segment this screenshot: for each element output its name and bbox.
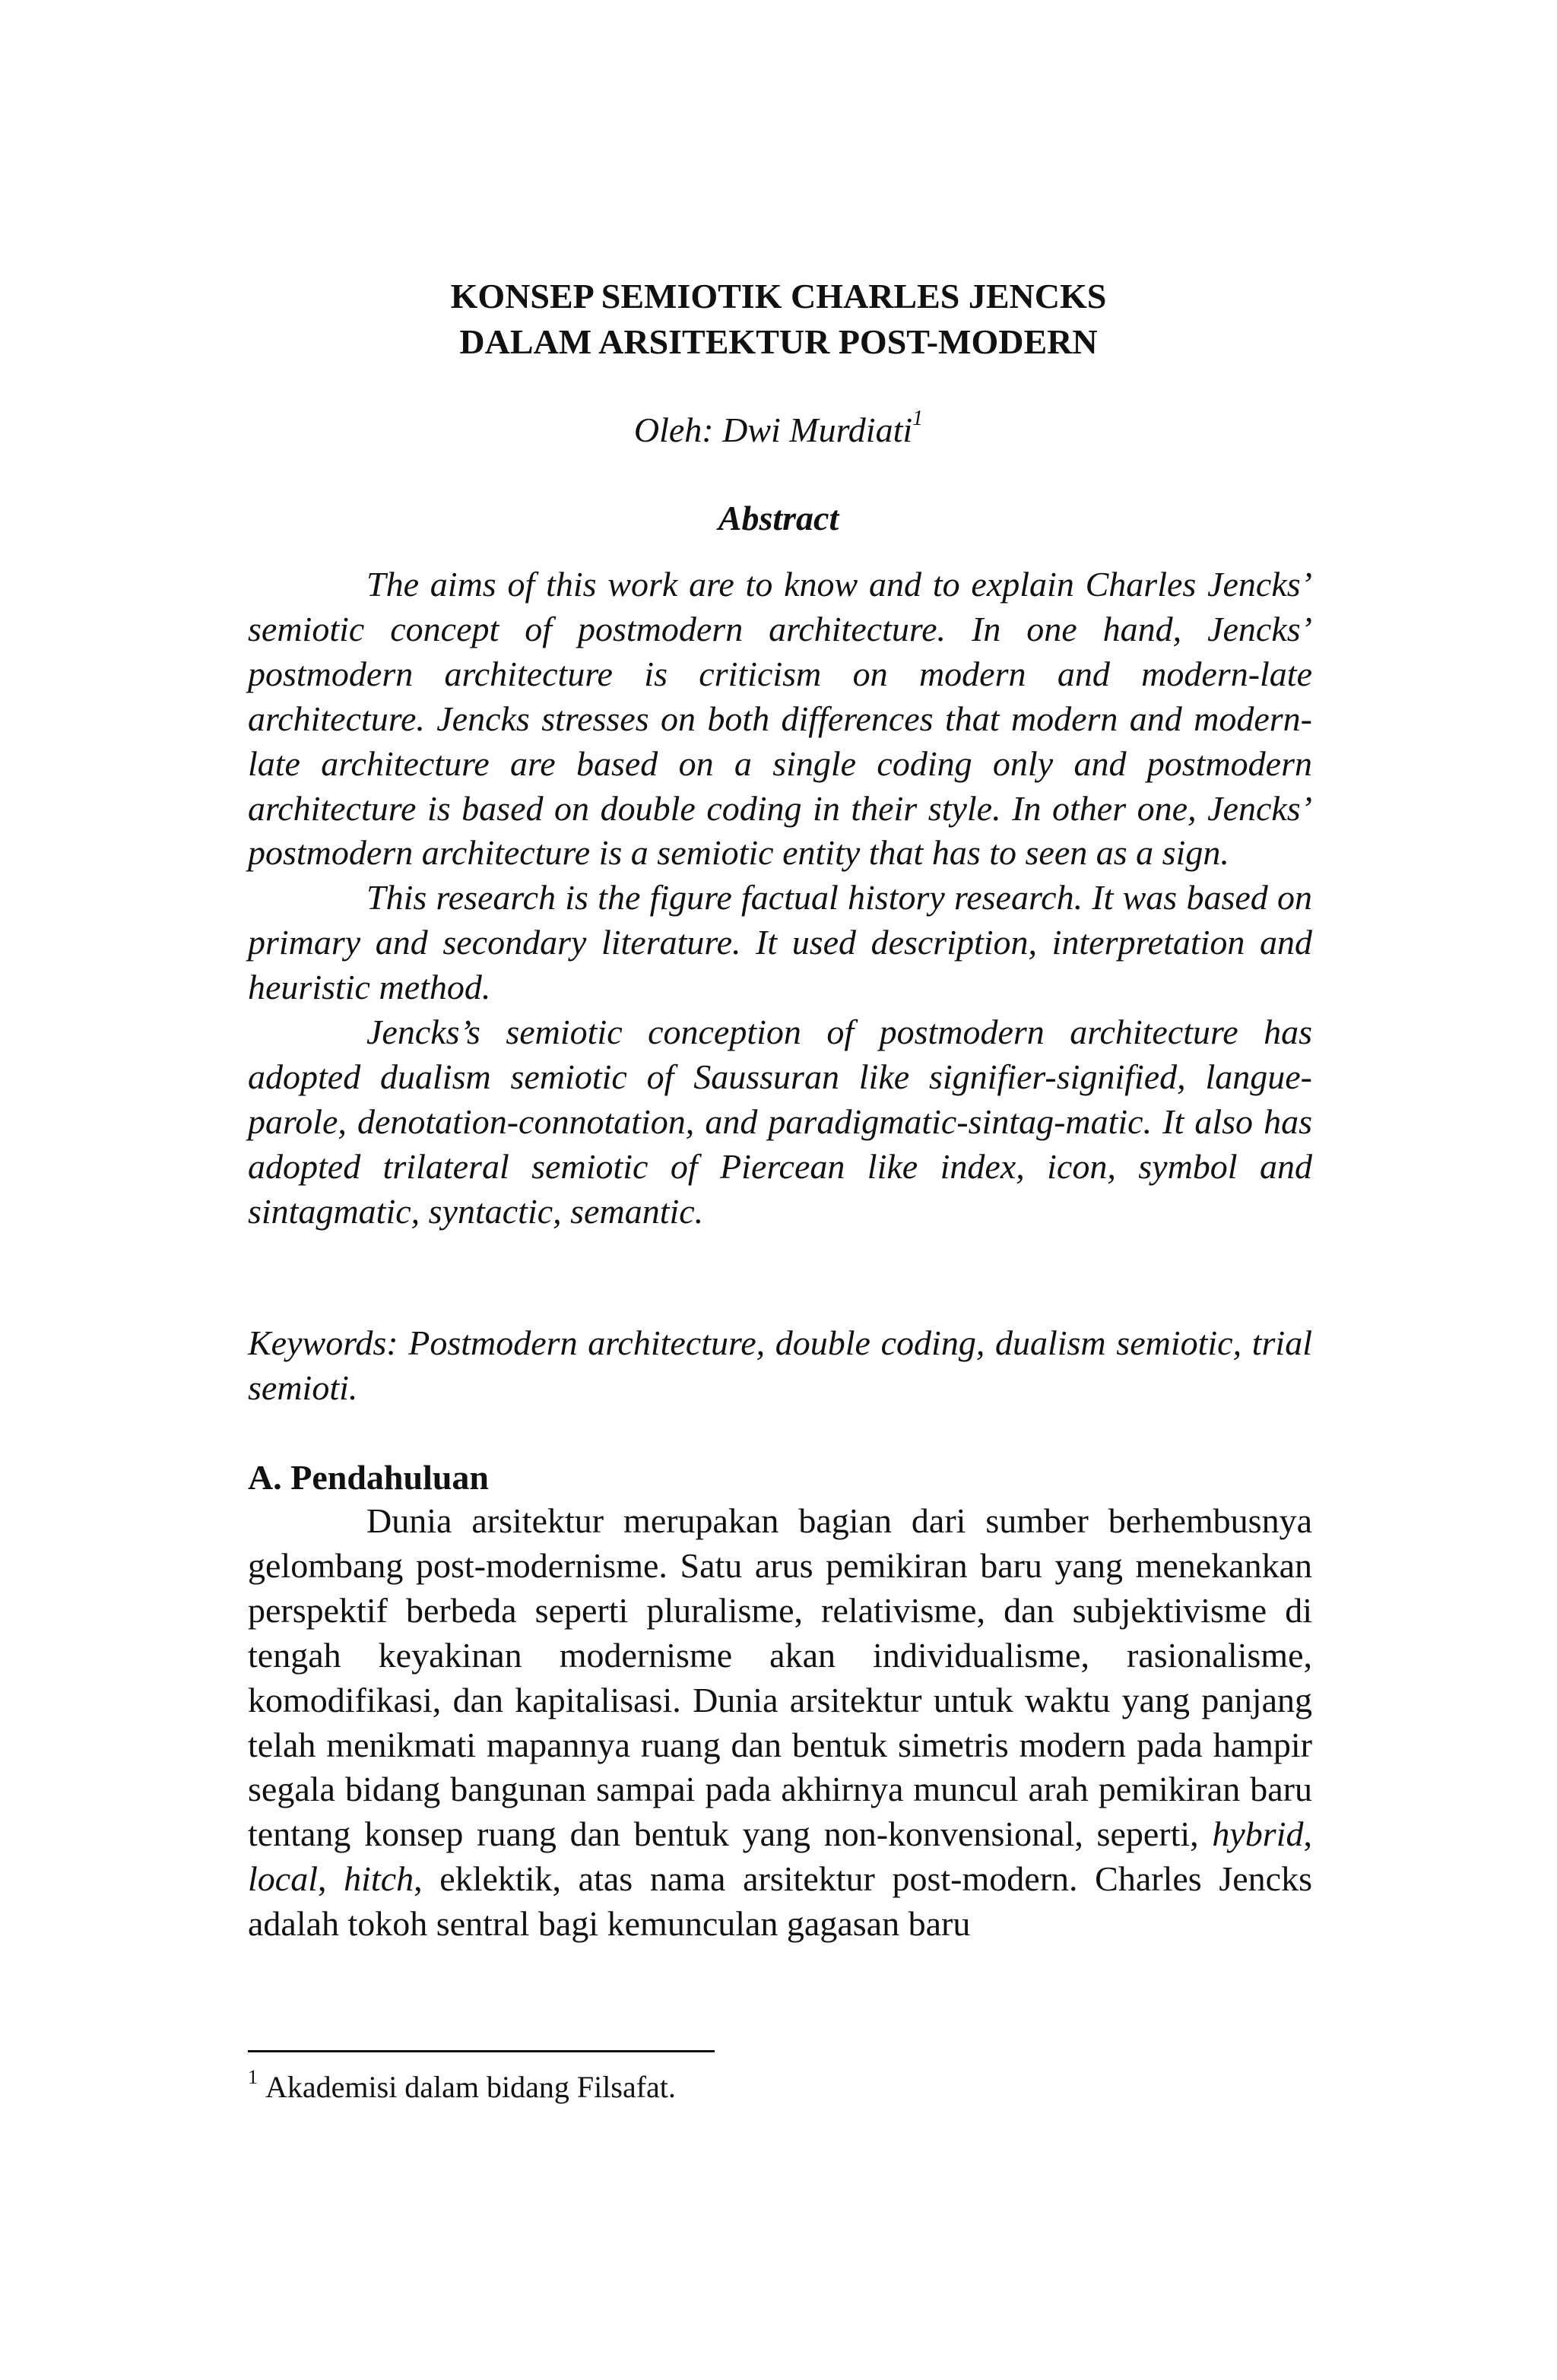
term-hybrid: hybrid [1212,1814,1304,1854]
separator-1: , [1303,1814,1312,1854]
body-text-part-2: , eklektik, atas nama arsitektur post-modern. Charles Jencks adalah tokoh sentral bagi kemunculan gagasan baru [248,1859,1313,1944]
keywords: Keywords: Postmodern architecture, double coding, dualism semiotic, trial semioti. [248,1323,1312,1407]
separator-2: , [317,1859,344,1899]
title-line-2: DALAM ARSITEKTUR POST-MODERN [459,322,1098,361]
footnote-divider [248,2050,715,2052]
title-line-1: KONSEP SEMIOTIK CHARLES JENCKS [450,277,1107,315]
section-heading: A. Pendahuluan [248,1458,490,1497]
footnote [248,2068,676,2107]
section-body [248,1499,1312,1947]
paper-title [0,274,1557,365]
body-text-part-1: Dunia arsitektur merupakan bagian dari sumber berhembusnya gelombang post-modernisme. Satu arus pemikiran baru yang menekankan perspektif berbeda seperti pluralisme, relativisme, dan subjektivisme di tengah keyakinan modernisme akan individualisme, rasionalisme, komodifikasi, dan kapitalisasi. Dunia arsitektur untuk waktu yang panjang telah menikmati mapannya ruang dan bentuk simetris modern pada hampir segala bidang bangunan sampai pada akhirnya muncul arah pemikiran baru tentang konsep ruang dan bentuk yang non-konvensional, seperti, [248,1501,1312,1854]
abstract-paragraph-2: This research is the figure factual history research. It was based on primary and secondary literature. It used description, interpretation and heuristic method. [248,878,1312,1007]
term-hitch: hitch [344,1859,414,1899]
footnote-mark: 1 [248,2066,258,2088]
term-local: local [248,1859,318,1899]
author-name: Oleh: Dwi Murdiati [633,410,913,449]
abstract-paragraph-3: Jencks’s semiotic conception of postmodern architecture has adopted dualism semiotic of Saussuran like signifier-signified, langue-parole, denotation-connotation, and paradigmatic-sintag-matic. It also has adopted trilateral semiotic of Piercean like index, icon, symbol and sintagmatic, syntactic, semantic. [248,1013,1312,1231]
author-line [0,407,1557,453]
abstract-paragraph-1: The aims of this work are to know and to explain Charles Jencks’ semiotic concept of postmodern architecture. In one hand, Jencks’ postmodern architecture is criticism on modern and modern-late architecture. Jencks stresses on both differences that modern and modern-late architecture are based on a single coding only and postmodern architecture is based on double coding in their style. In other one, Jencks’ postmodern architecture is a semiotic entity that has to seen as a sign. [248,565,1312,873]
author-footnote-mark: 1 [912,407,924,430]
abstract-heading: Abstract [718,499,839,537]
abstract-body [248,563,1312,1234]
footnote-text: Akademisi dalam bidang Filsafat. [265,2070,676,2104]
